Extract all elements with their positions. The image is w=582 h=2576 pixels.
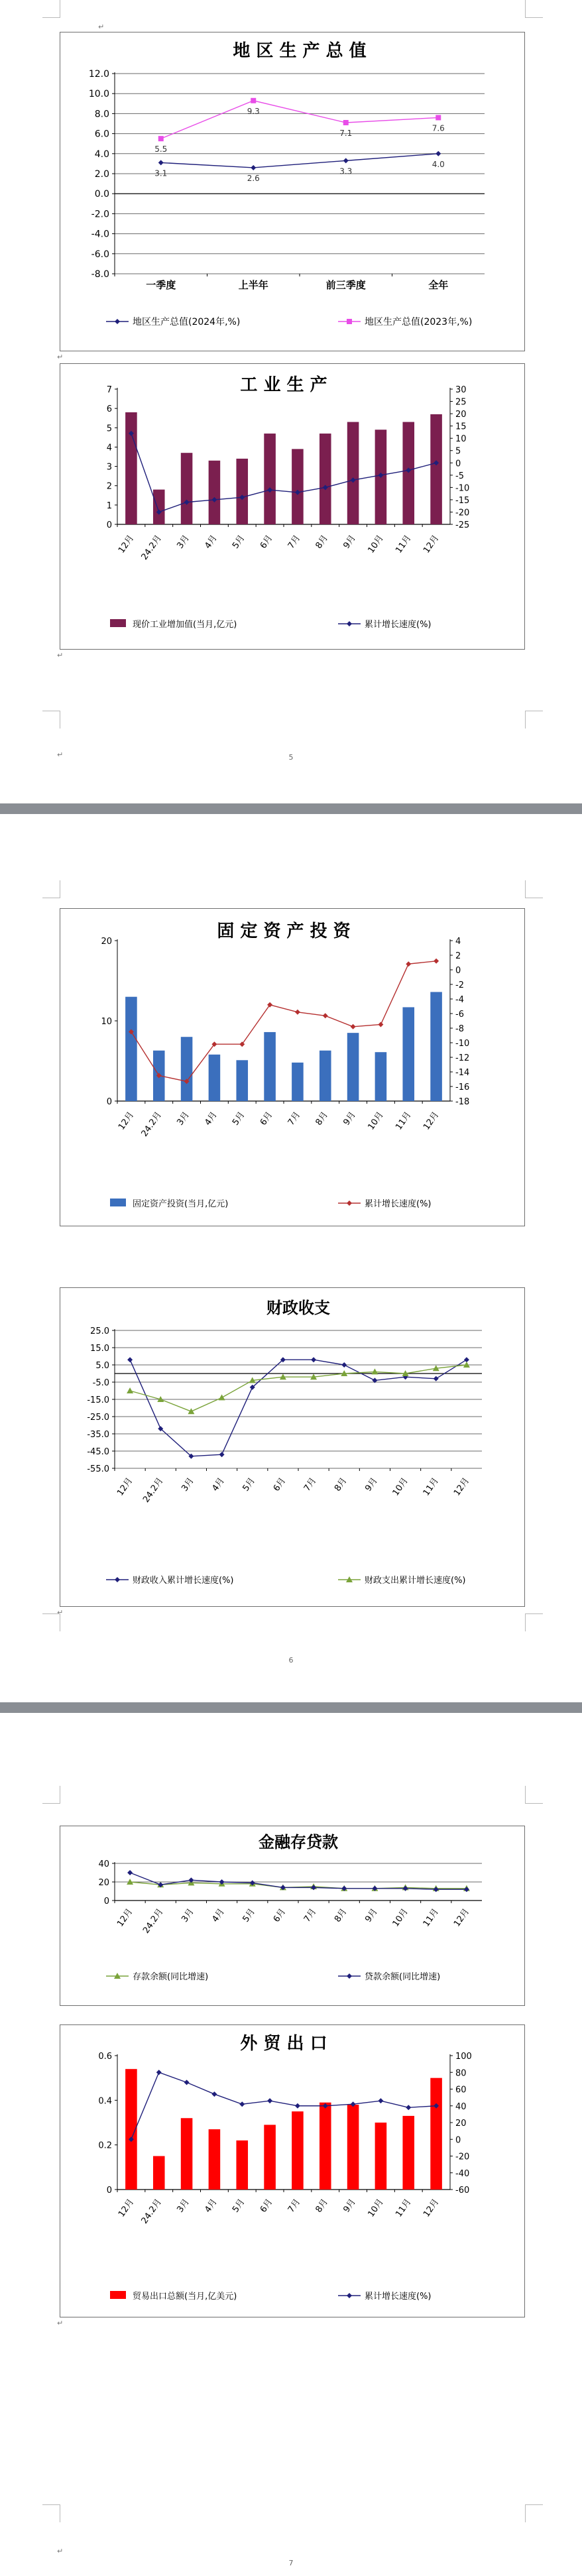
x-tick-label: 12月 <box>115 1476 135 1498</box>
legend-swatch <box>110 2291 126 2299</box>
chart-title: 金融存贷款 <box>259 1833 338 1851</box>
x-tick-label: 8月 <box>314 1110 331 1128</box>
legend-label: 地区生产总值(2024年,%) <box>133 317 241 327</box>
crop-mark <box>525 0 543 18</box>
y-tick-label: 0 <box>103 1897 109 1906</box>
y-tick-label: -5.0 <box>92 1378 109 1388</box>
y2-tick-label: -10 <box>455 1039 470 1049</box>
y-tick-label: -6.0 <box>91 249 109 260</box>
legend-label: 财政收入累计增长速度(%) <box>133 1576 234 1586</box>
data-label: 2.6 <box>247 173 260 183</box>
x-tick-label: 6月 <box>258 533 275 551</box>
bar <box>236 459 248 524</box>
crop-mark <box>525 880 543 898</box>
series-line <box>130 1365 467 1411</box>
legend-swatch <box>110 619 126 627</box>
legend-label: 贷款余额(同比增速) <box>365 1972 441 1982</box>
data-point <box>295 1010 300 1015</box>
y2-tick-label: 15 <box>455 422 467 432</box>
y2-tick-label: 40 <box>455 2101 467 2112</box>
page-5 <box>0 0 582 807</box>
paragraph-mark: ↵ <box>57 750 64 759</box>
y2-tick-label: -60 <box>455 2186 470 2195</box>
chart-gdp <box>60 32 525 351</box>
x-tick-label: 12月 <box>451 1476 472 1498</box>
x-tick-label: 8月 <box>314 2197 331 2215</box>
bar <box>375 1052 387 1101</box>
crop-mark <box>42 1786 60 1804</box>
x-tick-label: 12月 <box>422 2197 441 2219</box>
bar <box>402 422 414 524</box>
series-line <box>131 434 436 512</box>
y2-tick-label: -12 <box>455 1053 470 1063</box>
bar <box>402 2116 414 2190</box>
y-tick-label: -45.0 <box>87 1447 109 1457</box>
x-tick-label: 11月 <box>394 533 414 556</box>
legend-marker <box>347 2293 352 2298</box>
y2-tick-label: -4 <box>455 995 464 1005</box>
x-tick-label: 全年 <box>428 279 449 291</box>
crop-mark <box>42 0 60 18</box>
data-point <box>251 165 256 170</box>
paragraph-mark: ↵ <box>57 1608 64 1617</box>
investment-chart-svg <box>60 909 524 1226</box>
bar <box>347 422 359 524</box>
paragraph-mark: ↵ <box>98 23 105 31</box>
y2-tick-label: 0 <box>455 966 461 976</box>
page-gap <box>0 803 582 814</box>
x-tick-label: 12月 <box>116 2197 137 2219</box>
x-tick-label: 12月 <box>422 1110 441 1132</box>
y2-tick-label: -16 <box>455 1083 470 1092</box>
y2-tick-label: 25 <box>455 397 467 408</box>
y-tick-label: -4.0 <box>91 229 109 240</box>
x-tick-label: 24.2月 <box>139 533 164 562</box>
crop-mark <box>42 711 60 729</box>
legend-label: 现价工业增加值(当月,亿元) <box>133 620 237 630</box>
y2-tick-label: 20 <box>455 2119 467 2129</box>
data-point <box>127 1870 133 1875</box>
y2-tick-label: -25 <box>455 520 470 530</box>
bar <box>236 1060 248 1101</box>
x-tick-label: 8月 <box>333 1906 349 1924</box>
crop-mark <box>525 1786 543 1804</box>
x-tick-label: 12月 <box>422 533 441 556</box>
legend-marker <box>347 621 352 626</box>
finance-chart-svg <box>60 1288 524 1606</box>
chart-title: 地 区 生 产 总 值 <box>233 41 367 61</box>
x-tick-label: 8月 <box>333 1476 349 1493</box>
x-tick-label: 10月 <box>390 1476 410 1498</box>
x-tick-label: 10月 <box>366 2197 386 2219</box>
legend-label: 固定资产投资(当月,亿元) <box>133 1199 229 1209</box>
industry-chart-svg <box>60 364 524 649</box>
x-tick-label: 10月 <box>366 1110 386 1132</box>
x-tick-label: 9月 <box>341 2197 358 2215</box>
data-label: 4.0 <box>432 159 445 169</box>
bar <box>292 2111 304 2190</box>
x-tick-label: 9月 <box>341 1110 358 1128</box>
bar <box>264 434 276 524</box>
x-tick-label: 11月 <box>394 2197 414 2219</box>
legend-label: 存款余额(同比增速) <box>133 1972 209 1982</box>
series-line <box>131 961 436 1082</box>
x-tick-label: 6月 <box>258 2197 275 2215</box>
data-point <box>434 1376 439 1381</box>
data-point <box>158 160 164 165</box>
x-tick-label: 5月 <box>231 1110 247 1128</box>
bar <box>292 449 304 524</box>
legend-marker <box>115 319 120 324</box>
legend-label: 财政支出累计增长速度(%) <box>365 1576 466 1586</box>
y-tick-label: 2.0 <box>94 169 109 180</box>
x-tick-label: 12月 <box>116 533 137 556</box>
data-label: 3.3 <box>339 166 353 176</box>
page-7 <box>0 1713 582 2576</box>
data-point <box>323 1013 328 1018</box>
data-point <box>378 1022 383 1027</box>
y2-tick-label: -18 <box>455 1097 470 1107</box>
legend-label: 累计增长速度(%) <box>365 1199 432 1209</box>
data-point <box>406 2105 411 2110</box>
x-tick-label: 前三季度 <box>325 279 366 291</box>
y-tick-label: 2 <box>106 481 112 492</box>
y2-tick-label: 0 <box>455 2135 461 2146</box>
legend-marker <box>347 1200 352 1206</box>
x-tick-label: 一季度 <box>146 279 176 291</box>
data-point <box>127 1357 133 1362</box>
y2-tick-label: -14 <box>455 1068 470 1078</box>
y-tick-label: -8.0 <box>91 269 109 280</box>
bar <box>430 992 442 1101</box>
y2-tick-label: -20 <box>455 508 470 518</box>
y-tick-label: 40 <box>98 1859 109 1869</box>
y2-tick-label: 2 <box>455 951 461 961</box>
y2-tick-label: 4 <box>455 937 461 947</box>
y-tick-label: 8.0 <box>94 109 109 120</box>
y2-tick-label: 5 <box>455 446 461 457</box>
x-tick-label: 12月 <box>116 1110 137 1132</box>
crop-mark <box>42 1613 60 1631</box>
data-point <box>184 2079 190 2085</box>
data-label: 3.1 <box>154 168 168 178</box>
data-point <box>378 2098 383 2103</box>
bar <box>320 1051 331 1101</box>
data-label: 5.5 <box>154 145 168 154</box>
y-tick-label: 3 <box>106 462 112 473</box>
legend-label: 地区生产总值(2023年,%) <box>365 317 473 327</box>
x-tick-label: 7月 <box>286 1110 303 1128</box>
chart-title: 固 定 资 产 投 资 <box>217 921 351 941</box>
y2-tick-label: 60 <box>455 2085 467 2095</box>
y-tick-label: 20 <box>101 937 112 947</box>
x-tick-label: 5月 <box>231 2197 247 2215</box>
deposit-chart-svg <box>60 1826 524 2005</box>
y-tick-label: 6 <box>106 404 112 415</box>
bar <box>236 2140 248 2190</box>
data-label: 7.1 <box>339 128 353 138</box>
y-tick-label: 7 <box>106 385 112 395</box>
x-tick-label: 10月 <box>366 533 386 556</box>
x-tick-label: 7月 <box>302 1906 319 1924</box>
x-tick-label: 7月 <box>286 2197 303 2215</box>
legend-marker <box>115 1577 120 1582</box>
y-tick-label: 6.0 <box>94 129 109 140</box>
data-point <box>464 1887 469 1892</box>
x-tick-label: 6月 <box>271 1906 288 1924</box>
data-point <box>351 1024 356 1029</box>
series-line <box>130 1360 467 1456</box>
y-tick-label: -2.0 <box>91 209 109 220</box>
bar <box>209 1055 221 1101</box>
chart-title: 工 业 生 产 <box>240 375 327 395</box>
data-point <box>239 2101 245 2107</box>
bar <box>153 490 165 524</box>
page-gap <box>0 1702 582 1713</box>
chart-trade <box>60 2024 525 2317</box>
bar <box>430 414 442 524</box>
data-point <box>295 2103 300 2109</box>
y2-tick-label: -5 <box>455 471 464 481</box>
data-point <box>251 98 256 103</box>
y-tick-label: 0.6 <box>98 2052 112 2062</box>
x-tick-label: 9月 <box>363 1906 380 1924</box>
x-tick-label: 12月 <box>451 1906 472 1929</box>
data-point <box>311 1357 316 1362</box>
bar <box>292 1063 304 1101</box>
y-tick-label: 1 <box>106 500 112 511</box>
bar <box>320 434 331 524</box>
y-tick-label: 20 <box>98 1878 109 1888</box>
bar <box>430 2078 442 2190</box>
crop-mark <box>525 1613 543 1631</box>
y-tick-label: 10 <box>101 1017 112 1027</box>
paragraph-mark: ↵ <box>57 651 64 660</box>
data-point <box>403 1886 408 1891</box>
x-tick-label: 24.2月 <box>139 2197 164 2226</box>
x-tick-label: 24.2月 <box>141 1476 166 1505</box>
chart-deposit <box>60 1826 525 2006</box>
x-tick-label: 10月 <box>390 1906 410 1929</box>
data-label: 7.6 <box>432 123 445 133</box>
y-tick-label: 0 <box>106 2186 112 2195</box>
x-tick-label: 8月 <box>314 533 331 551</box>
bar <box>209 461 221 524</box>
x-tick-label: 24.2月 <box>139 1110 164 1139</box>
y-tick-label: 5.0 <box>95 1361 109 1371</box>
page-number: 7 <box>288 2559 294 2567</box>
data-point <box>219 1394 225 1400</box>
y2-tick-label: 20 <box>455 410 467 420</box>
data-point <box>341 1362 347 1368</box>
y-tick-label: 0 <box>106 520 112 530</box>
series-line <box>161 101 439 139</box>
x-tick-label: 11月 <box>394 1110 414 1132</box>
bar <box>347 2105 359 2190</box>
x-tick-label: 上半年 <box>238 279 268 291</box>
x-tick-label: 4月 <box>210 1906 227 1924</box>
chart-finance <box>60 1287 525 1607</box>
y2-tick-label: -15 <box>455 495 470 506</box>
y2-tick-label: -40 <box>455 2168 470 2179</box>
legend-swatch <box>110 1199 126 1206</box>
y-tick-label: -55.0 <box>87 1464 109 1474</box>
x-tick-label: 4月 <box>203 2197 219 2215</box>
data-point <box>219 1452 225 1457</box>
data-point <box>311 1885 316 1890</box>
bar <box>347 1033 359 1101</box>
data-point <box>406 961 411 966</box>
x-tick-label: 11月 <box>421 1906 441 1929</box>
y2-tick-label: -2 <box>455 980 464 990</box>
data-point <box>434 959 439 964</box>
y2-tick-label: -6 <box>455 1010 464 1020</box>
chart-title: 财政收支 <box>266 1299 330 1317</box>
x-tick-label: 3月 <box>180 1476 196 1493</box>
paragraph-mark: ↵ <box>57 2547 64 2555</box>
bar <box>181 453 193 524</box>
gdp-chart-svg <box>60 32 524 351</box>
y2-tick-label: 10 <box>455 434 467 445</box>
x-tick-label: 4月 <box>203 533 219 551</box>
bar <box>209 2129 221 2190</box>
y-tick-label: 4.0 <box>94 148 109 160</box>
paragraph-mark: ↵ <box>57 2319 64 2327</box>
data-point <box>158 136 164 141</box>
x-tick-label: 4月 <box>203 1110 219 1128</box>
y2-tick-label: 0 <box>455 459 461 469</box>
x-tick-label: 5月 <box>241 1476 258 1493</box>
y2-tick-label: 80 <box>455 2068 467 2079</box>
bar <box>264 1032 276 1101</box>
bar <box>153 2156 165 2190</box>
data-point <box>434 1887 439 1892</box>
legend-marker <box>347 319 352 324</box>
chart-industry <box>60 363 525 650</box>
data-point <box>188 1408 194 1414</box>
x-tick-label: 3月 <box>180 1906 196 1924</box>
bar <box>181 2118 193 2190</box>
data-point <box>267 2098 272 2103</box>
y-tick-label: 10.0 <box>88 89 109 100</box>
y-tick-label: -15.0 <box>87 1395 109 1405</box>
series-line <box>131 2072 436 2139</box>
x-tick-label: 7月 <box>302 1476 319 1493</box>
x-tick-label: 6月 <box>271 1476 288 1493</box>
crop-mark <box>42 2504 60 2522</box>
x-tick-label: 5月 <box>241 1906 258 1924</box>
data-label: 9.3 <box>247 106 260 116</box>
data-point <box>343 158 349 163</box>
x-tick-label: 3月 <box>175 1110 192 1128</box>
page-number: 6 <box>288 1656 294 1665</box>
y-tick-label: 12.0 <box>88 69 109 80</box>
y2-tick-label: 100 <box>455 2052 472 2062</box>
y-tick-label: -35.0 <box>87 1430 109 1440</box>
bar <box>125 997 137 1101</box>
y2-tick-label: -8 <box>455 1024 464 1034</box>
y-tick-label: 15.0 <box>90 1344 109 1354</box>
x-tick-label: 24.2月 <box>141 1906 166 1936</box>
y-tick-label: 0.4 <box>98 2096 112 2107</box>
crop-mark <box>525 711 543 729</box>
x-tick-label: 12月 <box>115 1906 135 1929</box>
x-tick-label: 5月 <box>231 533 247 551</box>
y-tick-label: 4 <box>106 443 112 453</box>
crop-mark <box>525 2504 543 2522</box>
y-tick-label: -25.0 <box>87 1413 109 1423</box>
bar <box>181 1037 193 1101</box>
x-tick-label: 7月 <box>286 533 303 551</box>
data-point <box>436 115 441 120</box>
legend-marker <box>347 1973 352 1979</box>
data-point <box>343 120 349 125</box>
y2-tick-label: -10 <box>455 483 470 494</box>
x-tick-label: 11月 <box>421 1476 441 1498</box>
y-tick-label: 25.0 <box>90 1326 109 1336</box>
y-tick-label: 0.2 <box>98 2140 112 2151</box>
legend-label: 累计增长速度(%) <box>365 2292 432 2302</box>
bar <box>264 2125 276 2190</box>
crop-mark <box>42 880 60 898</box>
y-tick-label: 5 <box>106 424 112 434</box>
page-number: 5 <box>288 753 294 762</box>
legend-label: 累计增长速度(%) <box>365 620 432 630</box>
x-tick-label: 9月 <box>341 533 358 551</box>
bar <box>320 2103 331 2190</box>
series-line <box>161 154 439 168</box>
legend-label: 贸易出口总额(当月,亿美元) <box>133 2292 237 2302</box>
paragraph-mark: ↵ <box>57 353 64 361</box>
x-tick-label: 4月 <box>210 1476 227 1493</box>
y2-tick-label: -20 <box>455 2152 470 2162</box>
page-6 <box>0 814 582 1702</box>
bar <box>402 1007 414 1101</box>
trade-chart-svg <box>60 2025 524 2317</box>
bar <box>375 2123 387 2190</box>
data-point <box>127 1387 133 1393</box>
chart-title: 外 贸 出 口 <box>240 2034 327 2054</box>
x-tick-label: 6月 <box>258 1110 275 1128</box>
y-tick-label: 0.0 <box>94 189 109 200</box>
y2-tick-label: 30 <box>455 385 467 395</box>
x-tick-label: 3月 <box>175 2197 192 2215</box>
x-tick-label: 3月 <box>175 533 192 551</box>
chart-investment <box>60 908 525 1226</box>
data-point <box>211 2091 217 2097</box>
y-tick-label: 0 <box>106 1097 112 1107</box>
bar <box>125 412 137 524</box>
data-point <box>156 2070 162 2075</box>
data-point <box>436 151 441 156</box>
x-tick-label: 9月 <box>363 1476 380 1493</box>
